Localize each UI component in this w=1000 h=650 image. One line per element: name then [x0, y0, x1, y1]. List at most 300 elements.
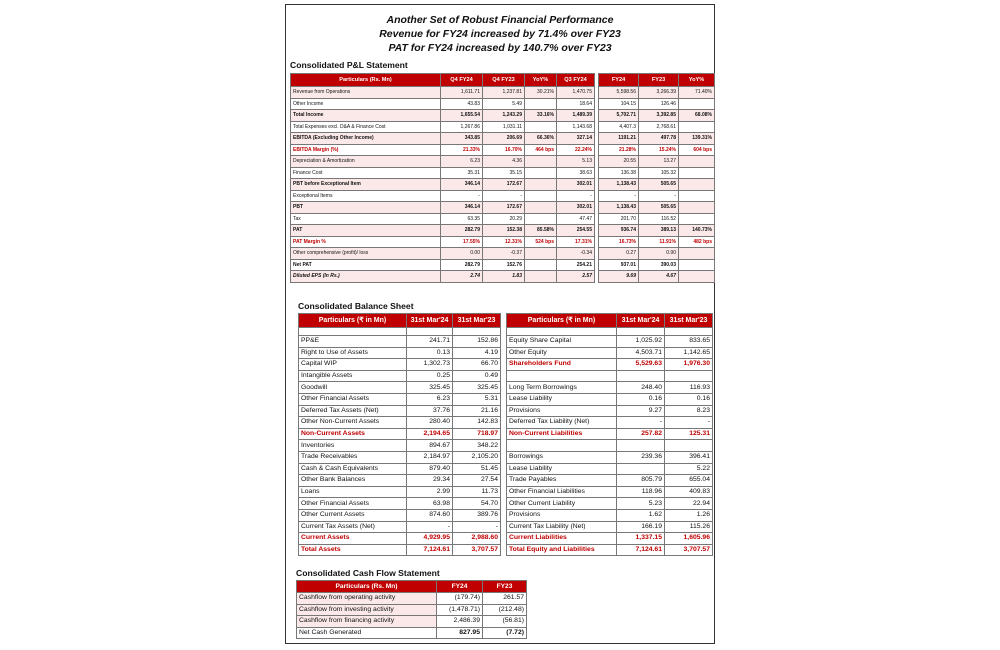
bs-liab-row: [507, 486, 713, 498]
pl-cell: 201.70: [599, 213, 639, 225]
bs-heading: Consolidated Balance Sheet: [298, 301, 414, 311]
pl-row: [291, 202, 715, 214]
bs-liab-row-label: Provisions: [507, 405, 617, 417]
pl-cell: 505.65: [639, 179, 679, 191]
bs-assets-row-label: Other Financial Assets: [299, 498, 407, 510]
bs-assets-row-label: PP&E: [299, 336, 407, 348]
cf-row-label: Cashflow from investing activity: [297, 604, 437, 616]
title-line-3: PAT for FY24 increased by 140.7% over FY23: [388, 42, 612, 54]
pl-cell: 22.24%: [557, 144, 595, 156]
pl-cell: 1,470.75: [557, 87, 595, 99]
bs-assets-cell: -: [407, 521, 453, 533]
pl-cell: 937.01: [599, 259, 639, 271]
bs-liab-row: [507, 336, 713, 348]
bs-liab-row-label: Current Liabilities: [507, 533, 617, 545]
bs-liab-cell: 5,529.63: [617, 359, 665, 371]
pl-cell: 172.67: [483, 179, 525, 191]
pl-cell: 1,237.81: [483, 87, 525, 99]
bs-assets-row: [299, 451, 501, 463]
bs-liab-row-label: Shareholders Fund: [507, 359, 617, 371]
bs-liab-cell: 1.26: [665, 509, 713, 521]
pl-cell: 126.46: [639, 98, 679, 110]
pl-cell: 85.58%: [525, 225, 557, 237]
bs-liab-row-label: Trade Payables: [507, 475, 617, 487]
cf-row-label: Cashflow from operating activity: [297, 593, 437, 605]
pl-cell: 497.78: [639, 133, 679, 145]
bs-assets-cell: 0.13: [407, 347, 453, 359]
pl-cell: 282.79: [441, 225, 483, 237]
pl-cell: 4.36: [483, 156, 525, 168]
pl-header-cell: Q3 FY24: [557, 74, 595, 87]
pl-cell: 13.27: [639, 156, 679, 168]
pl-cell: 464 bps: [525, 144, 557, 156]
pl-row: [291, 167, 715, 179]
bs-liab-cell: 125.31: [665, 428, 713, 440]
bs-liab-row-label: Lease Liability: [507, 393, 617, 405]
bs-assets-cell: 37.76: [407, 405, 453, 417]
cf-cell: (1,478.71): [437, 604, 483, 616]
pl-cell: 3,392.85: [639, 110, 679, 122]
pl-row-label: Finance Cost: [291, 167, 441, 179]
bs-liab-cell: [617, 370, 665, 382]
pl-cell: 1,489.39: [557, 110, 595, 122]
bs-liab-cell: 0.16: [665, 393, 713, 405]
bs-liab-row-label: Non-Current Liabilities: [507, 428, 617, 440]
cf-row: [297, 627, 527, 639]
pl-cell: 152.76: [483, 259, 525, 271]
pl-cell: 4,407.3: [599, 121, 639, 133]
pl-cell: 5,702.71: [599, 110, 639, 122]
bs-assets-cell: 21.16: [453, 405, 501, 417]
cf-table: [296, 580, 527, 639]
bs-liab-cell: 833.65: [665, 336, 713, 348]
bs-liab-cell: [617, 440, 665, 452]
cf-cell: 827.95: [437, 627, 483, 639]
bs-assets-cell: 29.34: [407, 475, 453, 487]
pl-cell: 11.91%: [639, 236, 679, 248]
pl-cell: 282.79: [441, 259, 483, 271]
bs-liab-cell: -: [665, 417, 713, 429]
pl-header-cell: Particulars (Rs. Mn): [291, 74, 441, 87]
bs-liab-row: [507, 544, 713, 556]
bs-assets-cell: 11.73: [453, 486, 501, 498]
pl-header-cell: Q4 FY24: [441, 74, 483, 87]
bs-liab-cell: 1,976.30: [665, 359, 713, 371]
bs-assets-row: [299, 521, 501, 533]
bs-liab-row: [507, 475, 713, 487]
bs-assets-cell: 879.40: [407, 463, 453, 475]
pl-cell: 1,031.11: [483, 121, 525, 133]
bs-liab-row-label: Deferred Tax Liability (Net): [507, 417, 617, 429]
pl-cell: 5.13: [557, 156, 595, 168]
pl-cell: 5.49: [483, 98, 525, 110]
bs-assets-row: [299, 544, 501, 556]
bs-liab-row: [507, 428, 713, 440]
bs-assets-cell: 2,105.20: [453, 451, 501, 463]
pl-cell: 0.00: [441, 248, 483, 260]
pl-cell: [679, 190, 715, 202]
bs-assets-row-label: Deferred Tax Assets (Net): [299, 405, 407, 417]
pl-cell: [679, 156, 715, 168]
cf-cell: 261.57: [483, 593, 527, 605]
bs-assets-cell: 325.45: [407, 382, 453, 394]
pl-cell: 0.90: [639, 248, 679, 260]
pl-cell: 38.63: [557, 167, 595, 179]
pl-cell: [525, 190, 557, 202]
bs-assets-cell: 0.25: [407, 370, 453, 382]
bs-liab-row: [507, 463, 713, 475]
pl-header-cell: YoY%: [679, 74, 715, 87]
pl-cell: 1,138.43: [599, 179, 639, 191]
bs-assets-cell: 66.70: [453, 359, 501, 371]
pl-cell: [525, 179, 557, 191]
pl-row: [291, 87, 715, 99]
bs-liab-cell: 5.22: [665, 463, 713, 475]
pl-cell: 1,267.86: [441, 121, 483, 133]
pl-cell: [525, 271, 557, 283]
pl-cell: 104.15: [599, 98, 639, 110]
bs-liab-row-label: Current Tax Liability (Net): [507, 521, 617, 533]
pl-row: [291, 121, 715, 133]
bs-liab-cell: 1,142.65: [665, 347, 713, 359]
bs-liab-cell: [617, 463, 665, 475]
bs-assets-table: [298, 313, 501, 556]
bs-liab-cell: 166.19: [617, 521, 665, 533]
bs-assets-row-label: Other Non-Current Assets: [299, 417, 407, 429]
pl-cell: 35.31: [441, 167, 483, 179]
bs-assets-cell: 2,988.60: [453, 533, 501, 545]
pl-row: [291, 144, 715, 156]
bs-liab-cell: 0.16: [617, 393, 665, 405]
pl-row-label: PBT before Exceptional Item: [291, 179, 441, 191]
bs-assets-row: [299, 498, 501, 510]
pl-cell: 35.15: [483, 167, 525, 179]
cf-header-cell: FY23: [483, 581, 527, 593]
pl-cell: [525, 121, 557, 133]
bs-assets-cell: 325.45: [453, 382, 501, 394]
pl-cell: 6.23: [441, 156, 483, 168]
bs-assets-cell: -: [453, 521, 501, 533]
pl-cell: -: [599, 190, 639, 202]
bs-assets-row-label: Intangible Assets: [299, 370, 407, 382]
cf-cell: (56.81): [483, 616, 527, 628]
bs-assets-cell: 0.49: [453, 370, 501, 382]
bs-liab-row: [507, 440, 713, 452]
pl-cell: 116.52: [639, 213, 679, 225]
bs-liab-row: [507, 405, 713, 417]
bs-liab-row: [507, 347, 713, 359]
pl-cell: 302.01: [557, 202, 595, 214]
pl-cell: 63.35: [441, 213, 483, 225]
bs-assets-cell: 2.99: [407, 486, 453, 498]
bs-liab-cell: 7,124.61: [617, 544, 665, 556]
bs-assets-row: [299, 417, 501, 429]
investor-presentation-page: [285, 4, 715, 644]
pl-cell: [525, 98, 557, 110]
pl-cell: 302.01: [557, 179, 595, 191]
pl-cell: 505.65: [639, 202, 679, 214]
bs-liab-spacer-row: [507, 328, 713, 336]
pl-row-label: Tax: [291, 213, 441, 225]
bs-assets-row: [299, 428, 501, 440]
pl-header-cell: YoY%: [525, 74, 557, 87]
bs-liab-spacer-cell: [665, 328, 713, 336]
pl-cell: 343.85: [441, 133, 483, 145]
bs-assets-spacer-row: [299, 328, 501, 336]
bs-liab-cell: 409.83: [665, 486, 713, 498]
bs-liab-row-label: Provisions: [507, 509, 617, 521]
pl-cell: 936.74: [599, 225, 639, 237]
bs-liab-header-cell: 31st Mar'23: [665, 314, 713, 328]
cf-row: [297, 616, 527, 628]
pl-row: [291, 190, 715, 202]
pl-cell: 16.73%: [599, 236, 639, 248]
bs-assets-row-label: Current Tax Assets (Net): [299, 521, 407, 533]
pl-cell: 2.74: [441, 271, 483, 283]
pl-row-label: Total Expenses excl. D&A & Finance Cost: [291, 121, 441, 133]
pl-row-label: PAT: [291, 225, 441, 237]
pl-cell: 140.73%: [679, 225, 715, 237]
pl-cell: 0.27: [599, 248, 639, 260]
pl-row-label: Revenue from Operations: [291, 87, 441, 99]
bs-liab-cell: 116.93: [665, 382, 713, 394]
pl-row-label: PAT Margin %: [291, 236, 441, 248]
bs-liab-cell: 8.23: [665, 405, 713, 417]
bs-liab-row: [507, 359, 713, 371]
bs-assets-row-label: Other Financial Assets: [299, 393, 407, 405]
pl-cell: 1,143.68: [557, 121, 595, 133]
bs-assets-cell: 3,707.57: [453, 544, 501, 556]
cf-cell: (179.74): [437, 593, 483, 605]
bs-assets-cell: 894.67: [407, 440, 453, 452]
pl-cell: 68.08%: [679, 110, 715, 122]
bs-assets-row-label: Inventories: [299, 440, 407, 452]
pl-row: [291, 179, 715, 191]
bs-assets-cell: 348.22: [453, 440, 501, 452]
bs-liab-row-label: Other Current Liability: [507, 498, 617, 510]
bs-liab-cell: 1,337.15: [617, 533, 665, 545]
pl-cell: 105.32: [639, 167, 679, 179]
bs-assets-cell: 241.71: [407, 336, 453, 348]
pl-header-cell: FY24: [599, 74, 639, 87]
bs-assets-row-label: Goodwill: [299, 382, 407, 394]
bs-assets-row: [299, 533, 501, 545]
pl-cell: 9.69: [599, 271, 639, 283]
bs-liab-cell: [665, 440, 713, 452]
bs-assets-spacer-cell: [299, 328, 407, 336]
pl-cell: [679, 202, 715, 214]
pl-row-label: Net PAT: [291, 259, 441, 271]
cf-cell: 2,486.39: [437, 616, 483, 628]
bs-assets-row-label: Current Assets: [299, 533, 407, 545]
pl-table: [290, 73, 715, 283]
pl-row: [291, 98, 715, 110]
bs-assets-row-label: Other Bank Balances: [299, 475, 407, 487]
pl-cell: 33.16%: [525, 110, 557, 122]
bs-assets-row-label: Cash & Cash Equivalents: [299, 463, 407, 475]
pl-cell: -: [483, 190, 525, 202]
bs-liab-row: [507, 498, 713, 510]
cf-row: [297, 593, 527, 605]
bs-liab-row-label: Borrowings: [507, 451, 617, 463]
bs-liab-row: [507, 370, 713, 382]
bs-liab-cell: 1,025.92: [617, 336, 665, 348]
bs-assets-cell: 718.97: [453, 428, 501, 440]
pl-cell: 1.83: [483, 271, 525, 283]
bs-liab-row-label: Other Financial Liabilities: [507, 486, 617, 498]
pl-cell: 20.29: [483, 213, 525, 225]
bs-liab-header-cell: Particulars (₹ in Mn): [507, 314, 617, 328]
bs-assets-row: [299, 486, 501, 498]
pl-row: [291, 213, 715, 225]
pl-cell: 2.57: [557, 271, 595, 283]
bs-assets-cell: 54.70: [453, 498, 501, 510]
pl-cell: [679, 213, 715, 225]
bs-assets-cell: 63.98: [407, 498, 453, 510]
bs-liab-cell: 396.41: [665, 451, 713, 463]
pl-cell: 327.14: [557, 133, 595, 145]
bs-assets-header-cell: Particulars (₹ in Mn): [299, 314, 407, 328]
bs-assets-header-cell: 31st Mar'23: [453, 314, 501, 328]
bs-liab-cell: 22.94: [665, 498, 713, 510]
bs-assets-cell: 874.60: [407, 509, 453, 521]
pl-cell: -: [557, 190, 595, 202]
bs-liab-row: [507, 382, 713, 394]
bs-liab-cell: 257.82: [617, 428, 665, 440]
bs-assets-row-label: Trade Receivables: [299, 451, 407, 463]
bs-assets-row-label: Capital WIP: [299, 359, 407, 371]
bs-assets-cell: 51.45: [453, 463, 501, 475]
bs-assets-cell: 1,302.73: [407, 359, 453, 371]
bs-assets-spacer-cell: [407, 328, 453, 336]
pl-cell: 21.28%: [599, 144, 639, 156]
pl-cell: 254.21: [557, 259, 595, 271]
pl-cell: 389.13: [639, 225, 679, 237]
bs-liab-cell: 1,605.96: [665, 533, 713, 545]
pl-cell: 47.47: [557, 213, 595, 225]
bs-assets-header-cell: 31st Mar'24: [407, 314, 453, 328]
pl-cell: [525, 167, 557, 179]
pl-row-label: Total Income: [291, 110, 441, 122]
pl-cell: 12.31%: [483, 236, 525, 248]
bs-liab-row: [507, 533, 713, 545]
pl-cell: 71.40%: [679, 87, 715, 99]
pl-cell: 15.24%: [639, 144, 679, 156]
bs-liab-cell: 248.40: [617, 382, 665, 394]
bs-liab-row: [507, 509, 713, 521]
pl-cell: 5,598.56: [599, 87, 639, 99]
bs-liab-row: [507, 521, 713, 533]
pl-row-label: EBITDA Margin (%): [291, 144, 441, 156]
bs-assets-row: [299, 440, 501, 452]
pl-cell: [525, 156, 557, 168]
bs-assets-row-label: Other Current Assets: [299, 509, 407, 521]
bs-assets-cell: 152.86: [453, 336, 501, 348]
bs-assets-row-label: Total Assets: [299, 544, 407, 556]
pl-cell: 43.83: [441, 98, 483, 110]
pl-row-label: Depreciation & Amortization: [291, 156, 441, 168]
pl-cell: 254.55: [557, 225, 595, 237]
bs-liab-cell: 239.36: [617, 451, 665, 463]
bs-liab-row: [507, 451, 713, 463]
pl-heading: Consolidated P&L Statement: [290, 60, 408, 70]
pl-cell: 16.70%: [483, 144, 525, 156]
title-line-1: Another Set of Robust Financial Performance: [386, 14, 614, 26]
pl-row-label: Exceptional Items: [291, 190, 441, 202]
pl-cell: 390.03: [639, 259, 679, 271]
pl-cell: [679, 259, 715, 271]
pl-cell: [525, 259, 557, 271]
pl-cell: -: [441, 190, 483, 202]
pl-cell: 17.55%: [441, 236, 483, 248]
bs-liab-row-label: Total Equity and Liabilities: [507, 544, 617, 556]
pl-cell: 346.14: [441, 202, 483, 214]
pl-cell: 482 bps: [679, 236, 715, 248]
pl-cell: 18.64: [557, 98, 595, 110]
pl-cell: 66.36%: [525, 133, 557, 145]
bs-liabilities-table: [506, 313, 713, 556]
pl-row: [291, 110, 715, 122]
pl-cell: 524 bps: [525, 236, 557, 248]
bs-liab-row-label: [507, 370, 617, 382]
bs-liab-row: [507, 417, 713, 429]
bs-assets-cell: 389.76: [453, 509, 501, 521]
bs-assets-row: [299, 393, 501, 405]
bs-liab-cell: 655.04: [665, 475, 713, 487]
pl-cell: 20.55: [599, 156, 639, 168]
bs-liab-spacer-cell: [617, 328, 665, 336]
bs-assets-cell: 280.40: [407, 417, 453, 429]
title-line-2: Revenue for FY24 increased by 71.4% over FY23: [379, 28, 621, 40]
bs-assets-row: [299, 475, 501, 487]
pl-cell: [679, 167, 715, 179]
cf-header-cell: FY24: [437, 581, 483, 593]
bs-assets-row-label: Right to Use of Assets: [299, 347, 407, 359]
bs-liab-row: [507, 393, 713, 405]
cf-row-label: Cashflow from financing activity: [297, 616, 437, 628]
bs-assets-row: [299, 463, 501, 475]
bs-assets-row: [299, 359, 501, 371]
bs-assets-cell: 4,929.95: [407, 533, 453, 545]
cf-heading: Consolidated Cash Flow Statement: [296, 568, 440, 578]
pl-row: [291, 259, 715, 271]
pl-cell: 139.31%: [679, 133, 715, 145]
pl-cell: 1,611.71: [441, 87, 483, 99]
pl-row: [291, 225, 715, 237]
bs-assets-row-label: Non-Current Assets: [299, 428, 407, 440]
bs-assets-cell: 5.31: [453, 393, 501, 405]
pl-cell: 172.67: [483, 202, 525, 214]
bs-assets-cell: 2,184.97: [407, 451, 453, 463]
pl-cell: [679, 248, 715, 260]
bs-liab-cell: -: [617, 417, 665, 429]
bs-liab-row-label: Equity Share Capital: [507, 336, 617, 348]
bs-liab-row-label: [507, 440, 617, 452]
pl-cell: 1,138.43: [599, 202, 639, 214]
pl-row-label: Other comprehensive (profit)/ loss: [291, 248, 441, 260]
cf-row: [297, 604, 527, 616]
pl-cell: [525, 248, 557, 260]
bs-liab-cell: 4,503.71: [617, 347, 665, 359]
pl-cell: 206.69: [483, 133, 525, 145]
bs-assets-cell: 142.83: [453, 417, 501, 429]
pl-cell: 30.21%: [525, 87, 557, 99]
bs-assets-row-label: Loans: [299, 486, 407, 498]
pl-cell: 3,266.39: [639, 87, 679, 99]
bs-liab-spacer-cell: [507, 328, 617, 336]
cf-cell: (212.48): [483, 604, 527, 616]
pl-cell: [679, 98, 715, 110]
